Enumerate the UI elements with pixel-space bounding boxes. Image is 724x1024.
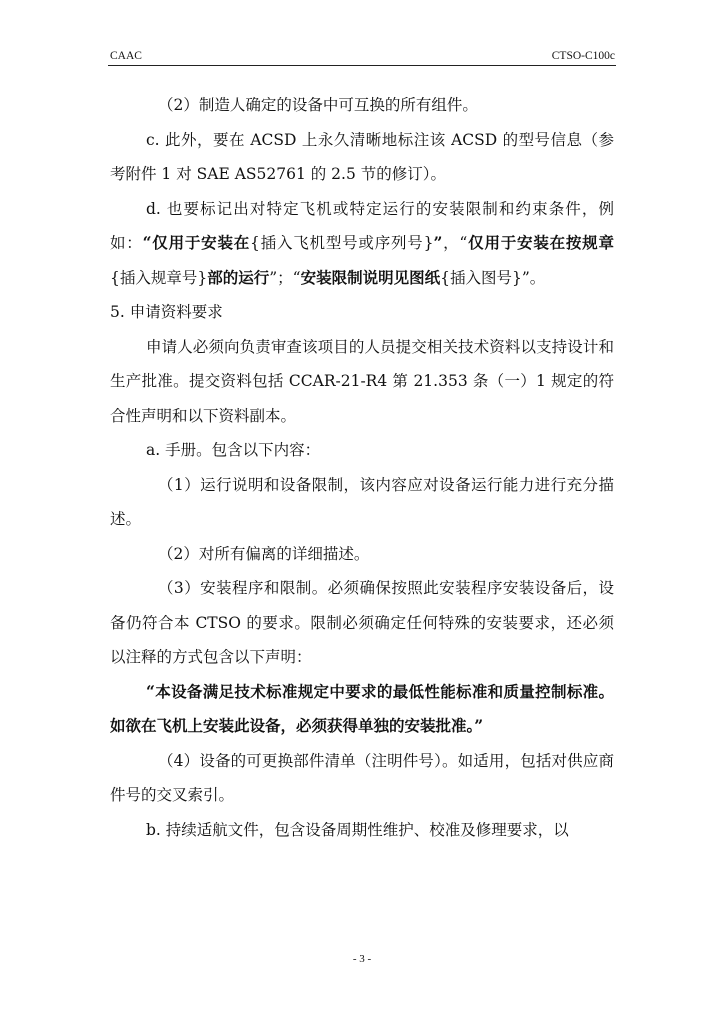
paragraph-a-4: （4）设备的可更换部件清单（注明件号）。如适用，包括对供应商件号的交叉索引。 xyxy=(110,751,614,804)
paragraph-b: b. 持续适航文件，包含设备周期性维护、校准及修理要求，以 xyxy=(146,820,569,839)
paragraph-d xyxy=(110,192,614,296)
paragraph-a-2: （2）对所有偏离的详细描述。 xyxy=(158,544,370,563)
paragraph-statement: “本设备满足技术标准规定中要求的最低性能标准和质量控制标准。如欲在飞机上安装此设备，必须获得单独的安装批准。” xyxy=(110,681,614,735)
paragraph-item-2: （2）制造人确定的设备中可互换的所有组件。 xyxy=(158,96,478,114)
section-heading-5: 5. 申请资料要求 xyxy=(110,303,223,321)
paragraph-d-bold-5: 安装限制说明见图纸 xyxy=(300,267,441,287)
paragraph-a-3: （3）安装程序和限制。必须确保按照此安装程序安装设备后，设备仍符合本 CTSO 的要求。限制必须确定任何特殊的安装要求，还必须以注释的方式包含以下声明： xyxy=(110,579,614,666)
paragraph-application: 申请人必须向负责审查该项目的人员提交相关技术资料以支持设计和生产批准。提交资料包括 CCAR-21-R4 第 21.353 条（一）1 规定的符合性声明和以下资料副本。 xyxy=(110,337,614,425)
page-number: - 3 - xyxy=(352,953,372,965)
paragraph-d-bold-3: 仅用于安装在按规章 xyxy=(467,233,614,252)
paragraph-c: c. 此外，要在 ACSD 上永久清晰地标注该 ACSD 的型号信息（参考附件 1 对 SAE AS52761 的 2.5 节的修订）。 xyxy=(110,130,614,183)
header-left: CAAC xyxy=(110,50,142,62)
document-body xyxy=(110,88,614,847)
paragraph-a-1: （1）运行说明和设备限制，该内容应对设备运行能力进行充分描述。 xyxy=(110,475,614,528)
paragraph-d-text-4: {插入规章号} xyxy=(110,268,208,287)
paragraph-d-text-6: {插入图号} xyxy=(440,268,522,287)
paragraph-d-text-1: d. 也要标记出对特定飞机或特定运行的安装限制和约束条件，例如： xyxy=(110,199,614,252)
paragraph-d-text-7: ”。 xyxy=(521,268,546,287)
paragraph-d-text-3: ，“ xyxy=(442,234,468,252)
paragraph-d-bold-4: 部的运行 xyxy=(207,267,270,287)
paragraph-a: a. 手册。包含以下内容： xyxy=(146,441,321,459)
paragraph-d-text-2: {插入飞机型号或序列号} xyxy=(250,234,434,252)
paragraph-d-bold-2: ” xyxy=(433,233,443,252)
paragraph-d-bold-1: “仅用于安装在 xyxy=(142,233,251,252)
header-right: CTSO-C100c xyxy=(551,50,615,62)
header-rule xyxy=(108,65,616,66)
paragraph-d-text-5: ”；“ xyxy=(269,268,301,287)
